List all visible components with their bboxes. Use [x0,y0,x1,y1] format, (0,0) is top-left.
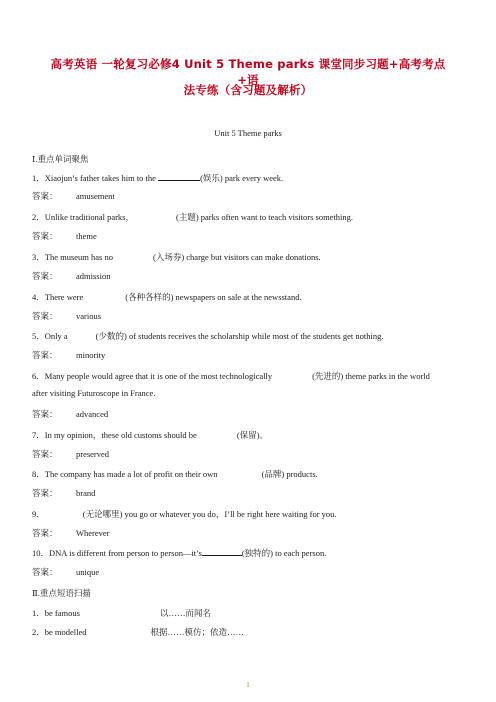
question-text: Unlike traditional parks， [44,212,134,222]
phrase-number: 1． [32,608,45,618]
question-5 [32,330,383,342]
answer-9 [32,527,110,539]
question-number: 4． [32,292,45,302]
document-title-line-1: 高考英语 一轮复习必修4 Unit 5 Theme parks 课堂同步习题+高考考点+语 [50,57,446,87]
answer-label: 答案： [32,409,58,419]
answer-label: 答案： [32,271,58,281]
question-hint: (保留)。 [236,430,268,440]
question-3 [32,251,321,263]
question-7 [32,429,268,441]
answer-7 [32,448,109,460]
question-hint: (少数的) of students receives the scholarship while most of the students get nothing. [95,331,384,341]
answer-label: 答案： [32,528,58,538]
phrase-meaning: 以……而闻名 [159,608,211,618]
answer-text: theme [76,231,97,241]
answer-text: admission [76,271,111,281]
question-1 [32,172,283,184]
question-number: 9． [32,509,45,519]
question-number: 10． [32,548,50,558]
answer-5 [32,349,105,361]
question-text: Many people would agree that it is one of the most technologically [44,371,273,381]
question-9 [32,508,337,520]
question-number: 1． [32,173,45,183]
answer-4 [32,310,101,322]
question-hint: (入场券) charge but visitors can make donations. [153,252,321,262]
answer-text: amusement [76,191,115,201]
question-hint: (先进的) theme parks in the world [312,371,430,381]
answer-8 [32,487,95,499]
question-number: 7． [32,430,45,440]
question-2 [32,211,353,223]
answer-label: 答案： [32,488,58,498]
answer-text: advanced [76,409,109,419]
answer-2 [32,230,97,242]
section-heading-vocabulary: Ⅰ.重点单词聚焦 [32,154,89,164]
question-4 [32,291,302,303]
phrase-text: be modelled [44,627,87,637]
question-text: In my opinion，these old customs should be [44,430,197,440]
answer-text: minority [76,350,106,360]
answer-label: 答案： [32,231,58,241]
question-number: 6． [32,371,45,381]
section-heading-phrases: Ⅱ.重点短语扫描 [32,588,91,598]
question-6 [32,370,430,382]
page-number: 1 [246,681,250,689]
answer-10 [32,566,99,578]
question-hint: (主题) parks often want to teach visitors something. [176,212,354,222]
question-number: 3． [32,252,45,262]
question-text: Xiaojun’s father takes him to the [44,173,159,183]
answer-text: Wherever [76,528,110,538]
answer-label: 答案： [32,567,58,577]
answer-blank [158,172,200,181]
question-text: The company has made a lot of profit on their own [44,469,218,479]
answer-3 [32,270,110,282]
answer-text: brand [76,488,96,498]
phrase-meaning: 根据……模仿；依造…… [150,627,245,637]
answer-6 [32,408,108,420]
question-8 [32,468,318,480]
question-number: 2． [32,212,45,222]
answer-label: 答案： [32,311,58,321]
question-6-continuation: after visiting Futuroscope in France. [32,388,156,398]
question-number: 8． [32,469,45,479]
question-text: There were [44,292,84,302]
answer-text: preserved [76,449,110,459]
answer-text: unique [76,567,100,577]
question-10 [32,547,326,559]
question-hint: (娱乐) park every week. [200,173,284,183]
question-text: Only a [44,331,68,341]
answer-1 [32,190,115,202]
question-number: 5． [32,331,45,341]
phrase-text: be famous [44,608,80,618]
phrase-number: 2． [32,627,45,637]
answer-text: various [76,311,102,321]
question-hint: (无论哪里) you go or whatever you do，I’ll be right here waiting for you. [82,509,337,519]
question-hint: (品牌) products. [261,469,318,479]
document-title-line-2: 法专练（含习题及解析） [183,83,313,97]
answer-blank [202,547,242,556]
phrase-item-1 [32,607,211,619]
answer-label: 答案： [32,191,58,201]
question-text: The museum has no [44,252,113,262]
answer-label: 答案： [32,449,58,459]
phrase-item-2 [32,626,244,638]
unit-heading: Unit 5 Theme parks [214,128,282,138]
answer-label: 答案： [32,350,58,360]
question-hint: (各种各样的) newspapers on sale at the newsstand. [125,292,302,302]
question-hint: (独特的) to each person. [241,548,327,558]
question-text: DNA is different from person to person—it’s [49,548,202,558]
